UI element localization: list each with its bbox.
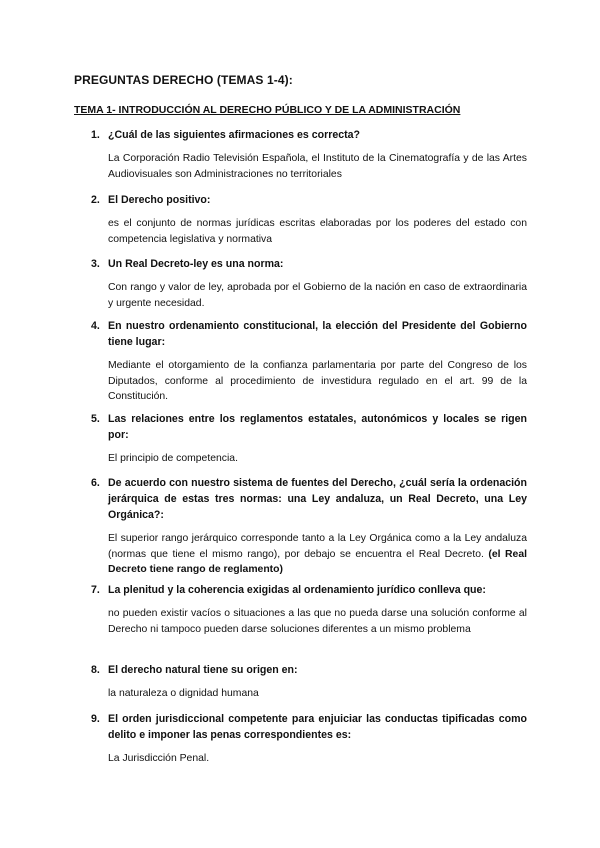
- question-number: 9.: [91, 713, 100, 725]
- question-item: [91, 192, 527, 247]
- answer-text: La Corporación Radio Televisión Española, el Instituto de la Cinematografía y de las Artes Audiovisuales son Administraciones no territoriales: [108, 153, 527, 180]
- answer-text: no pueden existir vacíos o situaciones a las que no pueda darse una solución conforme al Derecho ni tampoco pueden darse soluciones diferentes a un mismo problema: [108, 608, 527, 635]
- question-text: El derecho natural tiene su origen en:: [108, 664, 298, 676]
- question-text: De acuerdo con nuestro sistema de fuentes del Derecho, ¿cuál sería la ordenación jerárquica de estas tres normas: una Ley andaluza, un Real Decreto, una Ley Orgánica?:: [108, 477, 527, 521]
- answer-text: El superior rango jerárquico corresponde tanto a la Ley Orgánica como a la Ley andaluza (normas que tiene el mismo rango), por debajo se encuentra el Real Decreto. (el Real Decreto tiene rango de reglamento): [108, 533, 527, 575]
- question-item: [91, 256, 527, 311]
- question-number: 5.: [91, 413, 100, 425]
- section-title: TEMA 1- INTRODUCCIÓN AL DERECHO PÚBLICO Y DE LA ADMINISTRACIÓN: [74, 104, 461, 116]
- answer-bold-note: (el Real Decreto tiene rango de reglamento): [108, 548, 527, 575]
- answer-text: es el conjunto de normas jurídicas escritas elaboradas por los poderes del estado con competencia legislativa y normativa: [108, 218, 527, 245]
- question-item: [91, 411, 527, 467]
- question-item: [91, 475, 527, 578]
- question-number: 4.: [91, 320, 100, 332]
- question-text: Las relaciones entre los reglamentos estatales, autonómicos y locales se rigen por:: [108, 413, 527, 441]
- answer-text: La Jurisdicción Penal.: [108, 753, 210, 764]
- question-number: 2.: [91, 194, 100, 206]
- question-text: Un Real Decreto-ley es una norma:: [108, 258, 284, 270]
- document-title: PREGUNTAS DERECHO (TEMAS 1-4):: [74, 73, 293, 87]
- question-item: [91, 318, 527, 405]
- question-text: ¿Cuál de las siguientes afirmaciones es correcta?: [108, 129, 360, 141]
- question-text: El orden jurisdiccional competente para enjuiciar las conductas tipificadas como delito e imponer las penas correspondientes es:: [108, 713, 527, 741]
- answer-text: El principio de competencia.: [108, 453, 238, 464]
- question-item: [91, 582, 527, 637]
- answer-text: Mediante el otorgamiento de la confianza parlamentaria por parte del Congreso de los Diputados, conforme al procedimiento de investidura regulado en el art. 99 de la Constitución.: [108, 360, 527, 402]
- question-text: En nuestro ordenamiento constitucional, la elección del Presidente del Gobierno tiene lugar:: [108, 320, 527, 348]
- answer-text: Con rango y valor de ley, aprobada por el Gobierno de la nación en caso de extraordinaria y urgente necesidad.: [108, 282, 527, 309]
- question-number: 3.: [91, 258, 100, 270]
- question-item: [91, 127, 527, 182]
- question-text: El Derecho positivo:: [108, 194, 211, 206]
- question-number: 1.: [91, 129, 100, 141]
- question-number: 7.: [91, 584, 100, 596]
- question-number: 6.: [91, 477, 100, 489]
- question-item: [91, 711, 527, 767]
- answer-text: la naturaleza o dignidad humana: [108, 688, 259, 699]
- question-text: La plenitud y la coherencia exigidas al ordenamiento jurídico conlleva que:: [108, 584, 486, 596]
- question-item: [91, 662, 527, 702]
- question-number: 8.: [91, 664, 100, 676]
